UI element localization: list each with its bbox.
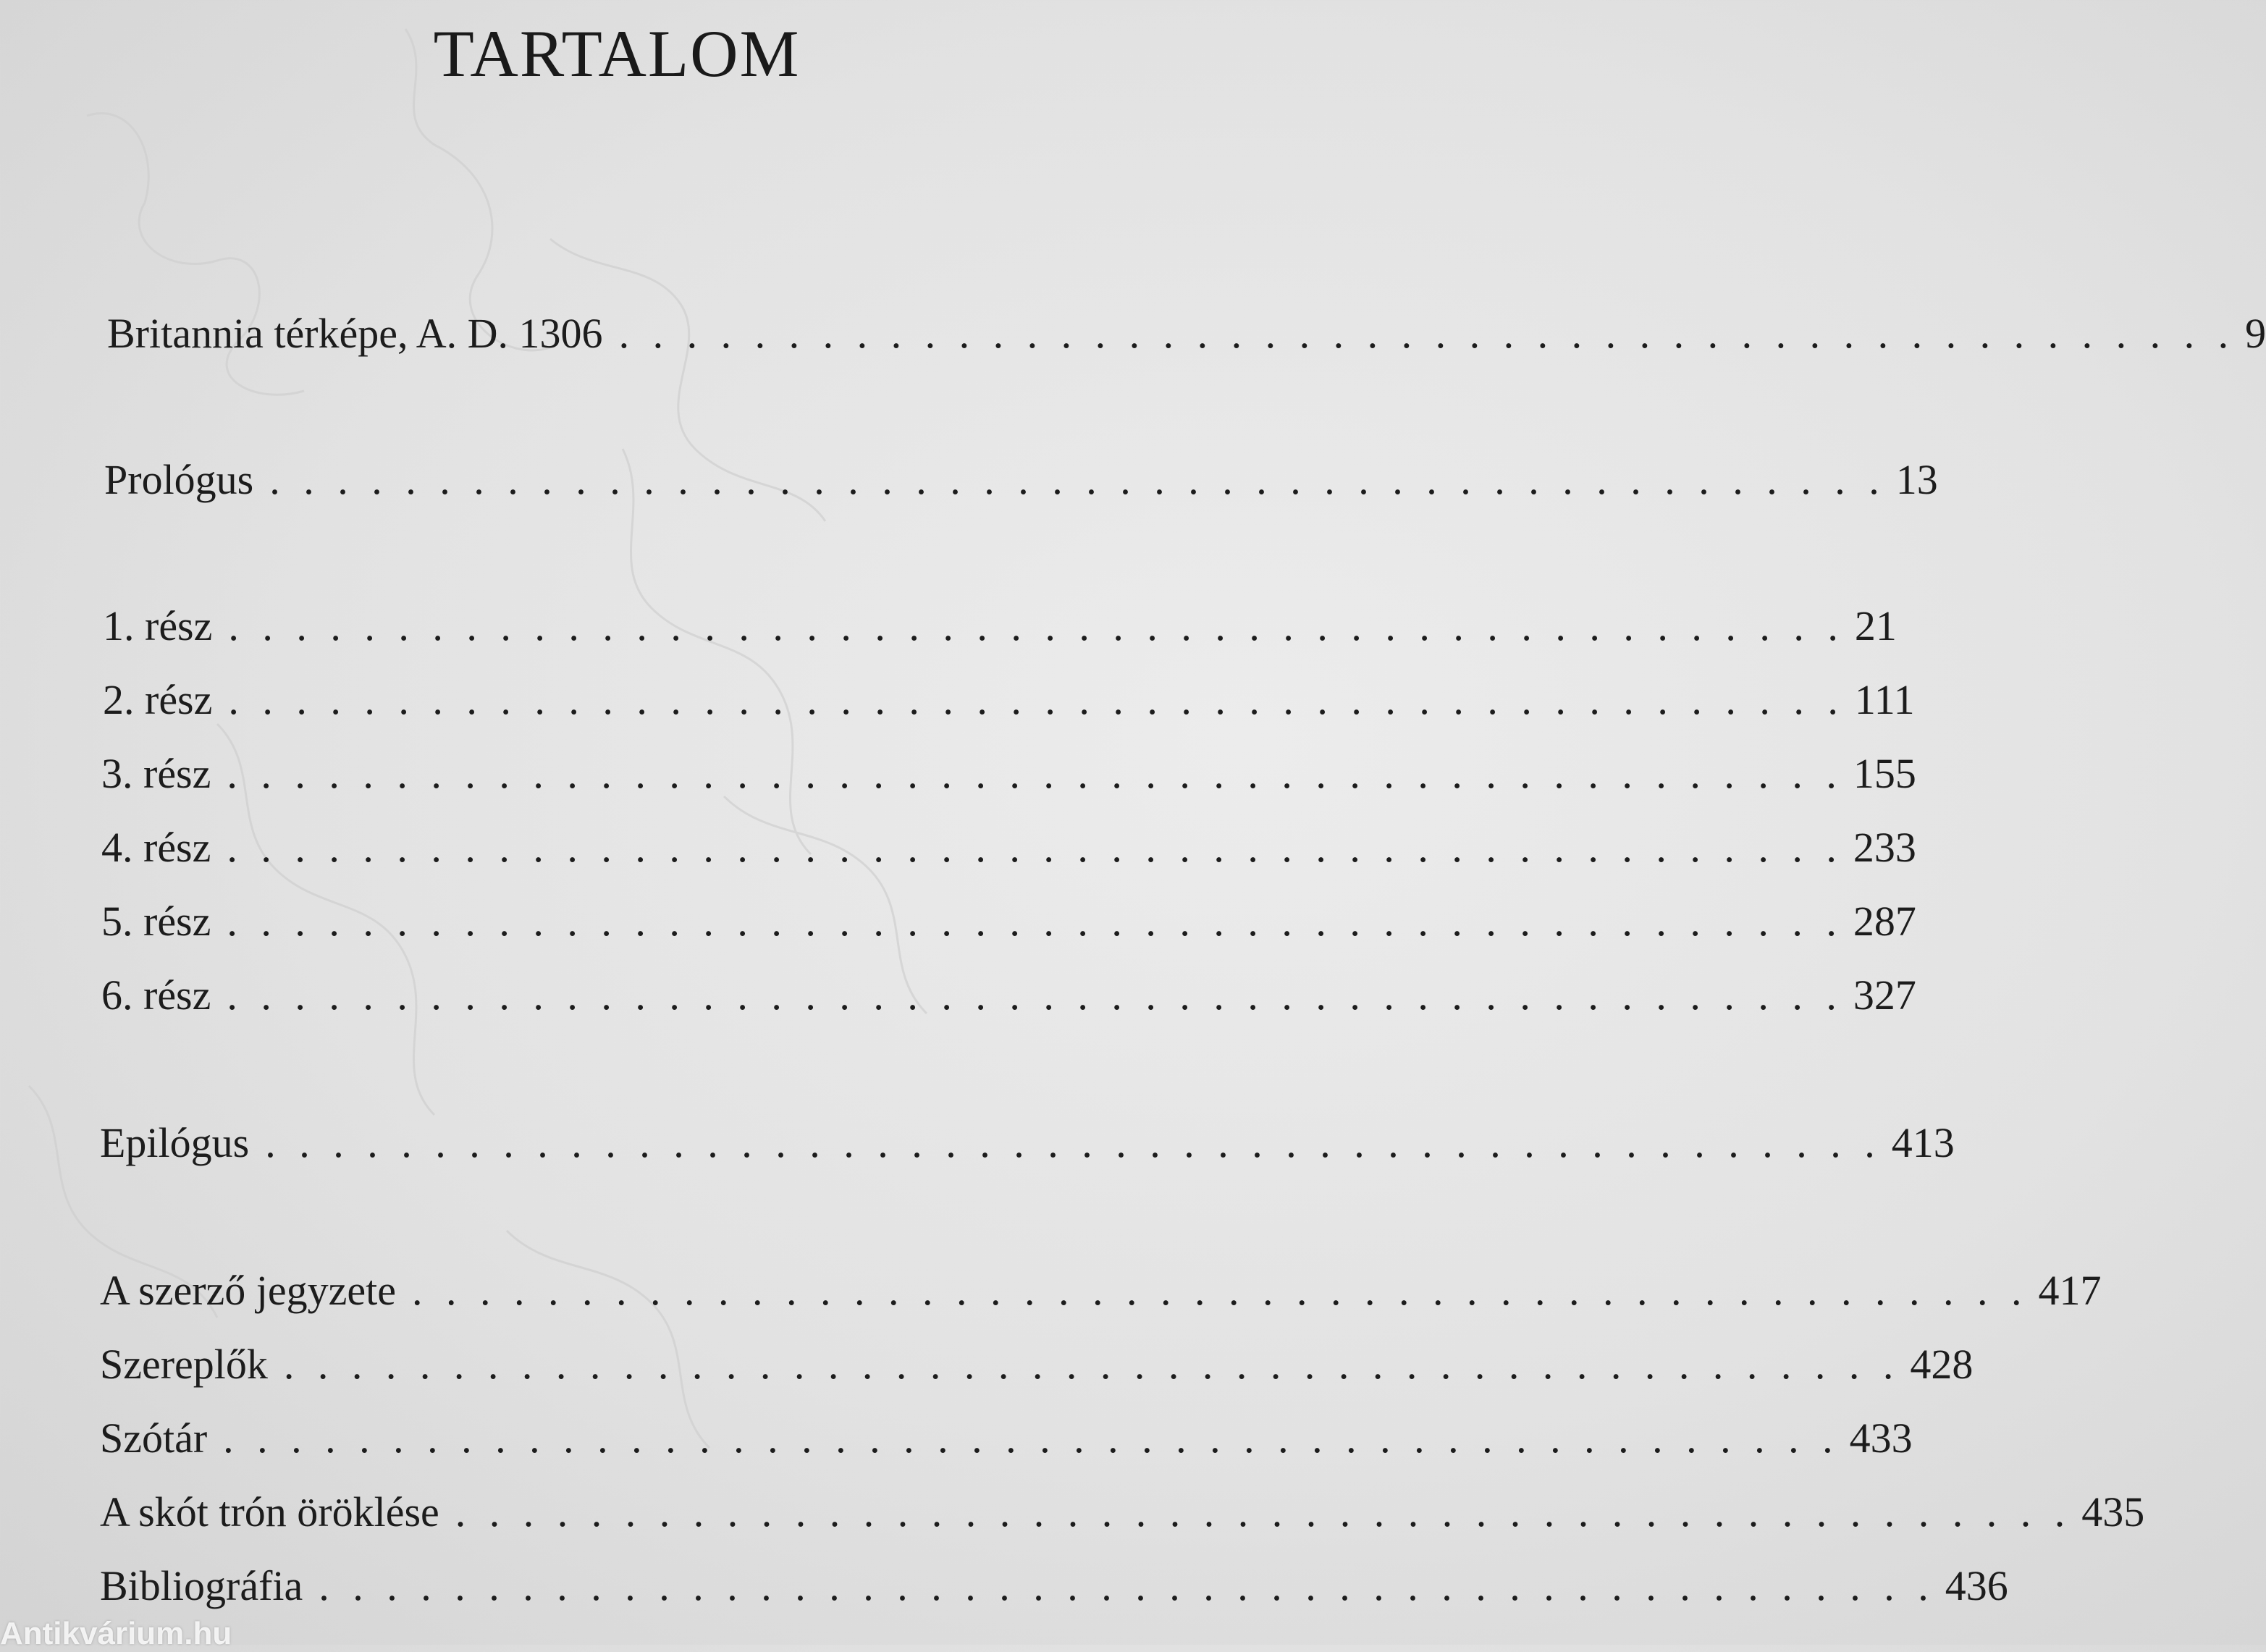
- toc-entry-label: Bibliográfia: [100, 1562, 303, 1609]
- page-title: TARTALOM: [433, 17, 801, 90]
- dot-leader: . . . . . . . . . . . . . . . . . . . . . . . . . . . . . . . . . . . . . . . . . . . . . . . .: [228, 602, 1845, 649]
- toc-entry-page: 433: [1849, 1415, 1913, 1462]
- dot-leader: . . . . . . . . . . . . . . . . . . . . . . . . . . . . . . . . . . . . . . . . . . . . . . . .: [227, 824, 1843, 871]
- dot-leader: . . . . . . . . . . . . . . . . . . . . . . . . . . . . . . . . . . . . . . . . . . . . . . . .: [283, 1341, 1900, 1388]
- toc-entry-label: Epilógus: [100, 1119, 250, 1166]
- toc-entry-bibliography[interactable]: [100, 1562, 2008, 1616]
- toc-entry-glossary[interactable]: [100, 1415, 1913, 1468]
- toc-entry-label: 4. rész: [101, 824, 211, 871]
- dot-leader: . . . . . . . . . . . . . . . . . . . . . . . . . . . . . . . . . . . . . . . . . . . . . . . .: [618, 310, 2236, 357]
- toc-entry-authors-note[interactable]: [100, 1267, 2102, 1320]
- toc-entry-page: 233: [1853, 824, 1916, 871]
- dot-leader: . . . . . . . . . . . . . . . . . . . . . . . . . . . . . . . . . . . . . . . . . . . . . . . .: [269, 456, 1886, 503]
- toc-entry-page: 327: [1853, 972, 1916, 1019]
- dot-leader: . . . . . . . . . . . . . . . . . . . . . . . . . . . . . . . . . . . . . . . . . . . . . . . .: [319, 1562, 1935, 1609]
- toc-entry-page: 413: [1891, 1119, 1955, 1166]
- dot-leader: . . . . . . . . . . . . . . . . . . . . . . . . . . . . . . . . . . . . . . . . . . . . . . . .: [412, 1267, 2029, 1314]
- toc-entry-epilogue[interactable]: [100, 1119, 1955, 1173]
- toc-entry-label: Prológus: [104, 456, 254, 503]
- toc-entry-page: 13: [1895, 456, 1938, 503]
- dot-leader: . . . . . . . . . . . . . . . . . . . . . . . . . . . . . . . . . . . . . . . . . . . . . . . .: [455, 1488, 2072, 1535]
- toc-entry-label: 5. rész: [101, 898, 211, 945]
- toc-entry-part-6[interactable]: [101, 972, 1916, 1025]
- toc-entry-label: A szerző jegyzete: [100, 1267, 397, 1314]
- watermark: Antikvárium.hu: [0, 1616, 232, 1651]
- toc-entry-prologue[interactable]: [104, 456, 1938, 510]
- dot-leader: . . . . . . . . . . . . . . . . . . . . . . . . . . . . . . . . . . . . . . . . . . . . . . . .: [227, 972, 1843, 1019]
- toc-entry-succession[interactable]: [100, 1488, 2145, 1542]
- toc-entry-part-1[interactable]: [103, 602, 1897, 656]
- toc-entry-label: 6. rész: [101, 972, 211, 1019]
- dot-leader: . . . . . . . . . . . . . . . . . . . . . . . . . . . . . . . . . . . . . . . . . . . . . . . .: [227, 898, 1843, 945]
- dot-leader: . . . . . . . . . . . . . . . . . . . . . . . . . . . . . . . . . . . . . . . . . . . . . . . .: [228, 676, 1845, 723]
- toc-entry-label: 3. rész: [101, 750, 211, 797]
- toc-entry-page: 9: [2245, 310, 2266, 357]
- toc-entry-part-3[interactable]: [101, 750, 1916, 804]
- toc-entry-label: Britannia térképe, A. D. 1306: [107, 310, 603, 357]
- toc-entry-page: 436: [1945, 1562, 2008, 1609]
- toc-entry-part-4[interactable]: [101, 824, 1916, 877]
- toc-entry-page: 435: [2081, 1488, 2145, 1535]
- toc-entry-part-2[interactable]: [103, 676, 1915, 730]
- toc-entry-part-5[interactable]: [101, 898, 1916, 951]
- toc-entry-label: A skót trón öröklése: [100, 1488, 439, 1535]
- toc-entry-label: Szereplők: [100, 1341, 268, 1388]
- toc-entry-page: 417: [2038, 1267, 2102, 1314]
- toc-entry-page: 21: [1854, 602, 1897, 649]
- dot-leader: . . . . . . . . . . . . . . . . . . . . . . . . . . . . . . . . . . . . . . . . . . . . . . . .: [227, 750, 1843, 797]
- dot-leader: . . . . . . . . . . . . . . . . . . . . . . . . . . . . . . . . . . . . . . . . . . . . . . . .: [265, 1119, 1882, 1166]
- toc-entry-page: 155: [1853, 750, 1916, 797]
- toc-entry-label: 1. rész: [103, 602, 213, 649]
- toc-entry-page: 287: [1853, 898, 1916, 945]
- dot-leader: . . . . . . . . . . . . . . . . . . . . . . . . . . . . . . . . . . . . . . . . . . . . . . . .: [223, 1415, 1840, 1462]
- toc-entry-page: 111: [1854, 676, 1915, 723]
- toc-entry-label: 2. rész: [103, 676, 213, 723]
- toc-entry-page: 428: [1910, 1341, 1974, 1388]
- toc-entry-characters[interactable]: [100, 1341, 1974, 1394]
- toc-entry-label: Szótár: [100, 1415, 208, 1462]
- toc-entry-map[interactable]: [107, 310, 2266, 363]
